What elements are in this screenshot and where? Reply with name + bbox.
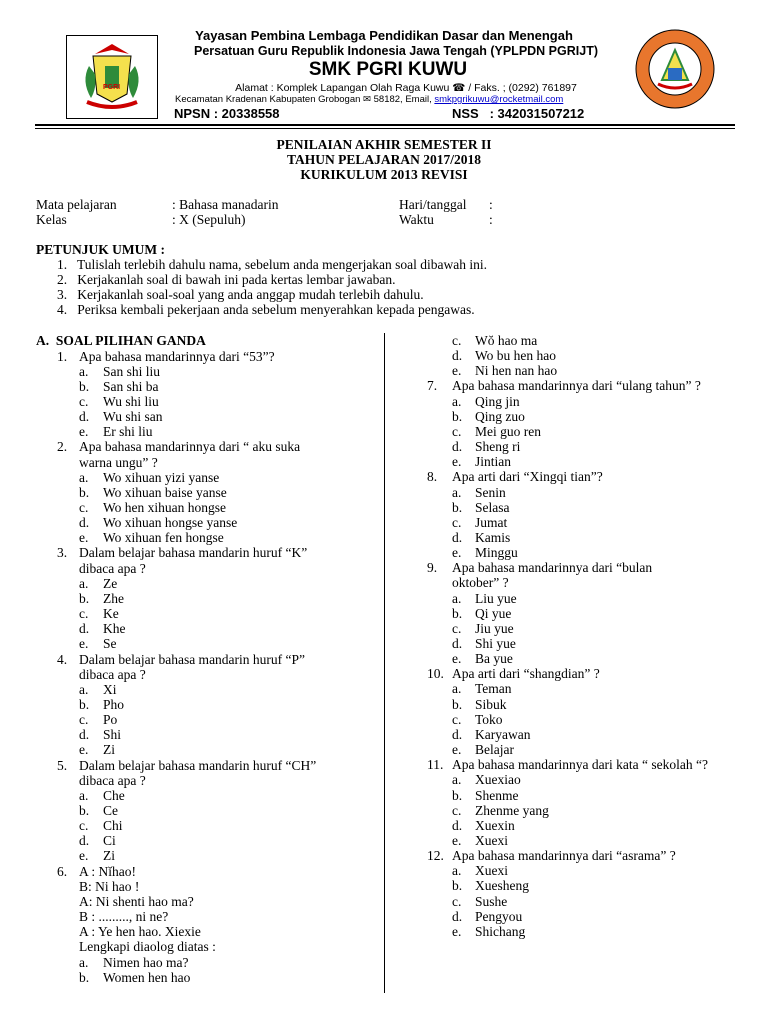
option-letter: c. (452, 423, 462, 439)
instruction-item: 4. Periksa kembali pekerjaan anda sebelum menyerahkan kepada pengawas. (57, 302, 475, 317)
option-text: Pho (103, 696, 125, 712)
option-letter: d. (452, 726, 463, 742)
question-text: A : Nĭhao! (79, 863, 136, 879)
question-number: 7. (427, 378, 438, 394)
option-letter: a. (79, 575, 89, 591)
option-text: San shi liu (103, 363, 161, 379)
question-text: Apa bahasa mandarinnya dari “ulang tahun” ? (452, 378, 701, 394)
option-letter: c. (452, 711, 462, 727)
option-letter: a. (79, 363, 89, 379)
option-letter: b. (79, 590, 90, 606)
question-text-continued: warna ungu” ? (79, 454, 158, 470)
option-letter: e. (452, 454, 462, 470)
option-letter: e. (452, 363, 462, 379)
school-year: TAHUN PELAJARAN 2017/2018 (286, 152, 481, 167)
option-letter: c. (79, 818, 89, 834)
option-text: Selasa (475, 499, 510, 515)
option-letter: e. (452, 832, 462, 848)
option-text: Wo xihuan baise yanse (103, 484, 227, 500)
option-text: Shi (103, 727, 122, 743)
option-letter: a. (79, 681, 89, 697)
option-text: Shichang (475, 923, 526, 939)
question-text-continued: B: Ni hao ! (79, 878, 140, 894)
class-label: Kelas (36, 212, 67, 227)
address-line-1: Alamat : Komplek Lapangan Olah Raga Kuwu ☎ / Faks. ; (0292) 761897 (235, 82, 577, 94)
option-text: Xuexin (475, 817, 515, 833)
question-text-continued: A : Ye hen hao. Xiexie (79, 924, 201, 940)
question-number: 3. (57, 545, 68, 561)
curriculum: KURIKULUM 2013 REVISI (300, 167, 468, 182)
question-number: 2. (57, 439, 68, 455)
option-letter: b. (452, 408, 463, 424)
option-letter: b. (452, 605, 463, 621)
option-text: Pengyou (475, 908, 523, 924)
option-letter: e. (79, 424, 89, 440)
question-text: Apa bahasa mandarinnya dari kata “ sekolah “? (452, 757, 709, 773)
option-text: Wo xihuan fen hongse (103, 530, 224, 546)
option-text: Wu shi liu (103, 393, 159, 409)
option-letter: d. (452, 529, 463, 545)
question-text: Apa bahasa mandarinnya dari “asrama” ? (452, 848, 676, 864)
association-name: Persatuan Guru Republik Indonesia Jawa Tengah (YPLPDN PGRIJT) (193, 44, 598, 58)
option-text: Wo hen xihuan hongse (103, 500, 227, 515)
option-text: Zhe (103, 590, 124, 606)
question-text: Apa arti dari “shangdian” ? (452, 666, 600, 682)
option-text: Xi (103, 681, 117, 697)
question-number: 12. (427, 848, 444, 864)
time-label: Waktu (399, 212, 434, 227)
option-text: Karyawan (475, 726, 531, 742)
option-text: Qing zuo (475, 408, 525, 424)
option-text: Ce (103, 803, 118, 818)
time-value: : (489, 212, 493, 227)
option-letter: c. (452, 620, 462, 636)
question-number: 4. (57, 651, 68, 667)
question-number: 8. (427, 469, 438, 485)
option-letter: a. (79, 469, 89, 485)
question-text: Apa bahasa mandarinnya dari “bulan (452, 560, 653, 576)
date-label: Hari/tanggal (399, 197, 467, 212)
option-text: Nimen hao ma? (103, 954, 189, 970)
question-number: 1. (57, 348, 68, 364)
option-letter: e. (79, 742, 89, 758)
question-text: Apa arti dari “Xingqi tian”? (452, 469, 603, 485)
option-text: Er shi liu (103, 424, 153, 440)
option-text: Se (103, 636, 117, 652)
option-letter: c. (79, 606, 89, 622)
option-letter: d. (452, 348, 463, 364)
logo-text: PGRI (103, 84, 121, 91)
option-letter: b. (79, 484, 90, 500)
option-text: Toko (475, 711, 503, 727)
option-letter: a. (452, 393, 462, 409)
option-letter: a. (452, 484, 462, 500)
header-divider-thin (35, 128, 735, 129)
option-text: Jintian (475, 454, 511, 470)
option-text: Zi (103, 848, 115, 864)
option-text: Minggu (475, 545, 518, 561)
question-text-continued: dibaca apa ? (79, 666, 146, 682)
exam-title: PENILAIAN AKHIR SEMESTER II (276, 137, 492, 152)
option-text: San shi ba (103, 378, 159, 394)
option-text: Khe (103, 621, 126, 637)
option-text: Liu yue (475, 590, 517, 606)
option-text: Teman (475, 681, 512, 697)
option-text: Chi (103, 818, 123, 834)
subject-value: : Bahasa manadarin (172, 197, 279, 212)
option-letter: a. (452, 863, 462, 879)
option-letter: c. (79, 500, 89, 515)
foundation-name: Yayasan Pembina Lembaga Pendidikan Dasar dan Menengah (195, 28, 573, 43)
option-text: Ni hen nan hao (475, 363, 558, 379)
option-letter: c. (452, 514, 462, 530)
instruction-item: 1. Tulislah terlebih dahulu nama, sebelum anda mengerjakan soal dibawah ini. (57, 257, 488, 272)
header-divider (35, 124, 735, 126)
option-letter: b. (452, 499, 463, 515)
question-text: Dalam belajar bahasa mandarin huruf “P” (79, 651, 306, 667)
option-text: Qing jin (475, 393, 520, 409)
question-text-continued: A: Ni shenti hao ma? (79, 893, 194, 909)
option-text: Sheng ri (475, 439, 521, 455)
option-letter: d. (452, 908, 463, 924)
option-letter: e. (452, 545, 462, 561)
instructions-heading: PETUNJUK UMUM : (36, 242, 165, 257)
question-text-continued: oktober” ? (452, 575, 509, 591)
question-text-continued: dibaca apa ? (79, 772, 146, 788)
address-text: Kecamatan Kradenan Kabupaten Grobogan ✉ 58182, Email, (175, 94, 432, 105)
option-letter: a. (79, 954, 89, 970)
question-text-continued: B : ........., ni ne? (79, 909, 169, 925)
option-text: Sushe (475, 893, 508, 909)
option-text: Wo xihuan yizi yanse (103, 469, 220, 485)
option-letter: b. (79, 803, 90, 818)
option-letter: b. (79, 378, 90, 394)
option-text: Shenme (475, 787, 519, 803)
option-text: Po (103, 712, 118, 728)
option-letter: b. (79, 696, 90, 712)
question-number: 5. (57, 757, 68, 773)
question-text-continued: dibaca apa ? (79, 560, 146, 576)
date-value: : (489, 197, 493, 212)
option-letter: d. (79, 833, 90, 849)
instruction-item: 3. Kerjakanlah soal-soal yang anda anggap mudah terlebih dahulu. (57, 287, 424, 302)
option-letter: c. (79, 712, 89, 728)
option-text: Xuexi (475, 863, 508, 879)
option-text: Senin (475, 484, 506, 500)
option-text: Ze (103, 575, 118, 591)
option-letter: b. (79, 969, 90, 985)
option-letter: c. (79, 393, 89, 409)
option-letter: c. (452, 802, 462, 818)
option-letter: d. (79, 727, 90, 743)
option-text: Wŏ hao ma (475, 333, 538, 348)
option-letter: d. (452, 636, 463, 651)
option-letter: e. (452, 923, 462, 939)
question-number: 6. (57, 863, 68, 879)
option-letter: a. (452, 681, 462, 697)
option-letter: c. (452, 893, 462, 909)
address-line-2 (175, 94, 563, 105)
option-text: Belajar (475, 742, 514, 758)
question-number: 9. (427, 560, 438, 576)
option-letter: d. (79, 621, 90, 637)
option-text: Wo bu hen hao (475, 348, 557, 364)
option-text: Mei guo ren (475, 423, 541, 439)
option-text: Ci (103, 833, 116, 849)
option-text: Ba yue (475, 651, 513, 667)
question-number: 11. (427, 757, 444, 773)
option-text: Che (103, 787, 125, 803)
question-text: Apa bahasa mandarinnya dari “ aku suka (79, 439, 301, 455)
option-letter: b. (452, 696, 463, 712)
question-text: Dalam belajar bahasa mandarin huruf “K” (79, 545, 308, 561)
option-letter: a. (452, 590, 462, 606)
option-letter: e. (79, 636, 89, 652)
option-text: Wu shi san (103, 409, 163, 425)
option-letter: a. (452, 772, 462, 788)
question-number: 10. (427, 666, 444, 682)
option-letter: d. (79, 409, 90, 425)
option-text: Qi yue (475, 605, 512, 621)
option-text: Jumat (475, 514, 508, 530)
option-text: Xuesheng (475, 878, 529, 894)
option-letter: e. (79, 848, 89, 864)
option-letter: a. (79, 787, 89, 803)
option-letter: b. (452, 878, 463, 894)
option-text: Women hen hao (103, 969, 191, 985)
class-value: : X (Sepuluh) (172, 212, 246, 227)
option-text: Zhenme yang (475, 802, 549, 818)
question-text-continued: Lengkapi diaolog diatas : (79, 939, 216, 955)
option-text: Wo xihuan hongse yanse (103, 515, 238, 531)
option-letter: e. (452, 742, 462, 758)
email-link[interactable]: smkpgrikuwu@rocketmail.com (434, 94, 564, 105)
option-text: Xuexi (475, 832, 508, 848)
question-text: Dalam belajar bahasa mandarin huruf “CH” (79, 757, 317, 773)
school-name: SMK PGRI KUWU (308, 59, 468, 80)
option-text: Xuexiao (475, 772, 521, 788)
option-text: Zi (103, 742, 115, 758)
option-letter: b. (452, 787, 463, 803)
option-letter: d. (452, 439, 463, 455)
option-letter: d. (452, 817, 463, 833)
npsn: NPSN : 20338558 (174, 106, 280, 121)
column-divider (384, 333, 385, 993)
option-text: Jiu yue (475, 620, 514, 636)
section-a-heading: A. SOAL PILIHAN GANDA (36, 333, 206, 348)
option-letter: d. (79, 515, 90, 531)
option-text: Sibuk (475, 696, 507, 712)
option-text: Ke (103, 606, 119, 622)
option-letter: e. (452, 651, 462, 667)
instruction-item: 2. Kerjakanlah soal di bawah ini pada kertas lembar jawaban. (57, 272, 396, 287)
option-letter: e. (79, 530, 89, 546)
option-text: Shi yue (475, 636, 516, 651)
option-letter: c. (452, 333, 462, 348)
option-text: Kamis (475, 529, 511, 545)
nss: NSS : 342031507212 (452, 106, 585, 121)
question-text: Apa bahasa mandarinnya dari “53”? (79, 348, 275, 364)
subject-label: Mata pelajaran (36, 197, 117, 212)
